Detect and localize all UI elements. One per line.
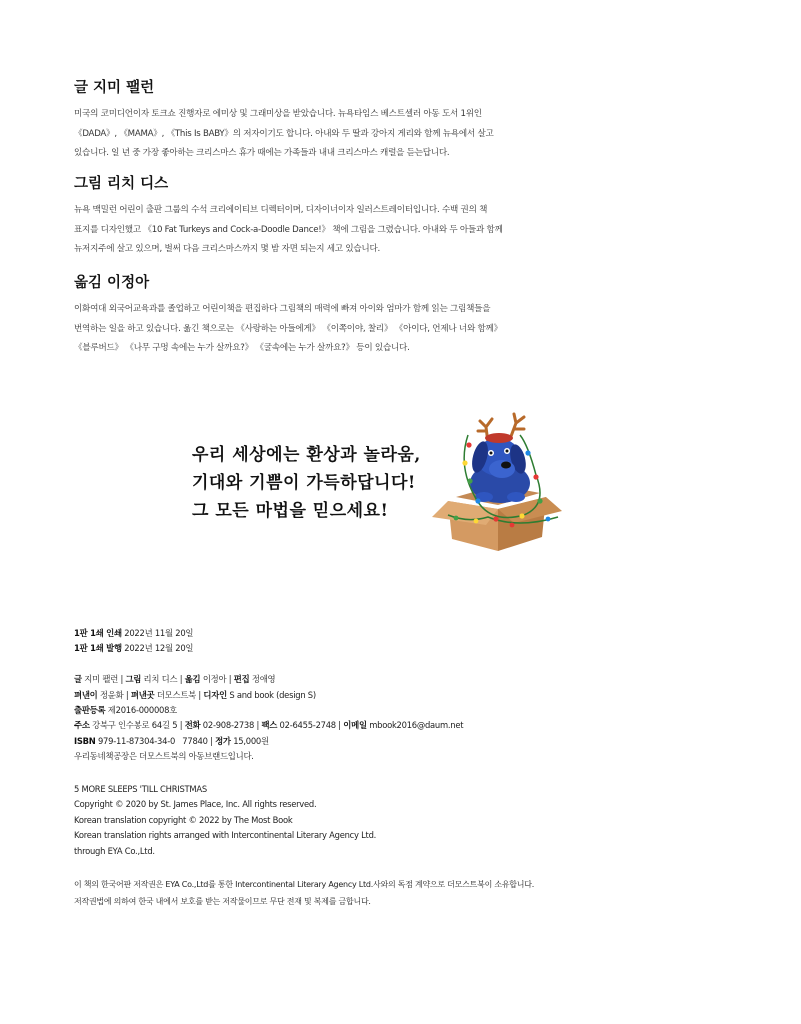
- publisher-label: 펴낸이: [74, 689, 98, 700]
- copyright-block: [74, 782, 376, 859]
- price-value: 15,000원: [230, 735, 269, 746]
- promo-line: 우리 세상에는 환상과 놀라움,: [192, 445, 421, 465]
- promo-line: 기대와 기쁨이 가득하답니다!: [192, 473, 416, 493]
- price-label: 정가: [215, 735, 231, 746]
- notice-line: 이 책의 한국어판 저작권은 EYA Co.,Ltd를 통한 Intercontinental Literary Agency Ltd.사와의 독점 계약으로 더모스트북이 소유합니다.: [74, 880, 535, 889]
- copyright-line: Korean translation rights arranged with Intercontinental Literary Agency Ltd.: [74, 830, 377, 841]
- translator-bio-line: 《블루버드》 《나무 구멍 속에는 누가 살까요?》 《굴속에는 누가 살까요?》 등이 있습니다.: [74, 343, 410, 353]
- phone-value: 02-908-2738 |: [200, 720, 262, 731]
- credits-line: [74, 672, 463, 687]
- translator-section: [74, 271, 554, 359]
- edition-publish-line: [74, 641, 463, 656]
- legal-notice: [74, 876, 534, 910]
- illustrator-bio-line: 뉴저지주에 살고 있으며, 벌써 다음 크리스마스까지 몇 밤 자면 되는지 세고 있습니다.: [74, 244, 381, 254]
- translator-bio-line: 번역하는 일을 하고 있습니다. 옮긴 책으로는 《사랑하는 아들에게》 《이쪽이야, 찰리》 《아이다, 언제나 너와 함께》: [74, 323, 502, 334]
- isbn-line: [74, 734, 463, 749]
- credit-label: 글: [74, 674, 82, 685]
- author-bio: [74, 105, 554, 164]
- edition-print-date: 2022년 11월 20일: [121, 628, 194, 638]
- illustrator-bio: [74, 201, 554, 260]
- author-bio-line: 미국의 코미디언이자 토크쇼 진행자로 에미상 및 그래미상을 받았습니다. 뉴욕타임스 베스트셀러 아동 도서 1위인: [74, 109, 482, 119]
- author-bio-line: 있습니다. 일 년 중 가장 좋아하는 크리스마스 휴가 때에는 가족들과 내내 크리스마스 캐럴을 듣는답니다.: [74, 148, 450, 158]
- illustrator-bio-line: 표지를 디자인했고 《10 Fat Turkeys and Cock-a-Doodle Dance!》 책에 그림을 그렸습니다. 아내와 두 아들과 함께: [74, 224, 503, 235]
- illustrator-section: [74, 172, 554, 260]
- isbn-label: ISBN: [74, 735, 96, 746]
- edition-print-line: [74, 626, 463, 641]
- translator-bio-line: 이화여대 외국어교육과를 졸업하고 어린이책을 편집하다 그림책의 매력에 빠져 아이와 엄마가 함께 읽는 그림책들을: [74, 304, 491, 314]
- registration-value: 제2016-000008호: [105, 705, 178, 716]
- design-label: 디자인: [203, 689, 227, 700]
- registration-line: [74, 703, 463, 718]
- notice-line: 저작권법에 의하여 한국 내에서 보호를 받는 저작물이므로 무단 전재 및 복제를 금합니다.: [74, 897, 371, 906]
- isbn-value: 979-11-87304-34-0 77840 |: [95, 735, 216, 746]
- copyright-line: Korean translation copyright © 2022 by The Most Book: [74, 814, 293, 825]
- design-value: S and book (design S): [226, 689, 316, 700]
- contact-line: [74, 718, 463, 733]
- publisher-value: 정윤화 |: [97, 689, 131, 700]
- house-label: 펴낸곳: [130, 689, 155, 700]
- copyright-line: Copyright © 2020 by St. James Place, Inc. All rights reserved.: [74, 799, 317, 810]
- address-value: 강북구 인수봉로 64길 5 |: [89, 720, 185, 731]
- credit-label: 편집: [233, 674, 250, 685]
- illustrator-title: 그림 리치 디스: [74, 176, 169, 192]
- colophon: [74, 626, 463, 765]
- credit-value: 이정아 |: [200, 674, 234, 685]
- promo-line: 그 모든 마법을 믿으세요!: [192, 501, 389, 521]
- fax-label: 팩스: [261, 720, 278, 731]
- address-label: 주소: [74, 720, 90, 731]
- translator-title: 옮김 이정아: [74, 275, 150, 291]
- translator-bio: [74, 300, 554, 359]
- author-section: [74, 76, 554, 164]
- edition-publish-date: 2022년 12월 20일: [121, 643, 194, 654]
- brand-line: 우리동네책공장은 더모스트북의 아동브랜드입니다.: [74, 751, 254, 762]
- credit-label: 그림: [125, 674, 142, 685]
- author-bio-line: 《DADA》, 《MAMA》, 《This Is BABY》의 저자이기도 합니다. 아내와 두 딸과 강아지 게리와 함께 뉴욕에서 살고: [74, 128, 494, 139]
- credit-value: 리치 디스 |: [141, 674, 185, 685]
- copyright-line: 5 MORE SLEEPS 'TILL CHRISTMAS: [74, 784, 207, 794]
- promo-text: [192, 441, 421, 525]
- fax-value: 02-6455-2748 |: [277, 720, 344, 731]
- publisher-line: [74, 688, 463, 703]
- email-label: 이메일: [343, 720, 367, 731]
- edition-print-label: 1판 1쇄 인쇄: [74, 628, 122, 638]
- copyright-line: through EYA Co.,Ltd.: [74, 845, 155, 856]
- author-title: 글 지미 팰런: [74, 80, 155, 96]
- email-value: mbook2016@daum.net: [366, 720, 464, 731]
- edition-publish-label: 1판 1쇄 발행: [74, 643, 122, 654]
- illustrator-bio-line: 뉴욕 맥밀런 어린이 출판 그룹의 수석 크리에이티브 디렉터이며, 디자이너이자 일러스트레이터입니다. 수백 권의 책: [74, 205, 488, 215]
- dog-in-box-illustration: [428, 405, 568, 555]
- spacer: [74, 657, 463, 672]
- registration-label: 출판등록: [74, 705, 106, 716]
- credit-value: 지미 팰런 |: [81, 674, 126, 685]
- credit-value: 정애영: [249, 674, 276, 685]
- house-value: 더모스트북 |: [154, 689, 204, 700]
- phone-label: 전화: [184, 720, 201, 731]
- credit-label: 옮김: [184, 674, 201, 685]
